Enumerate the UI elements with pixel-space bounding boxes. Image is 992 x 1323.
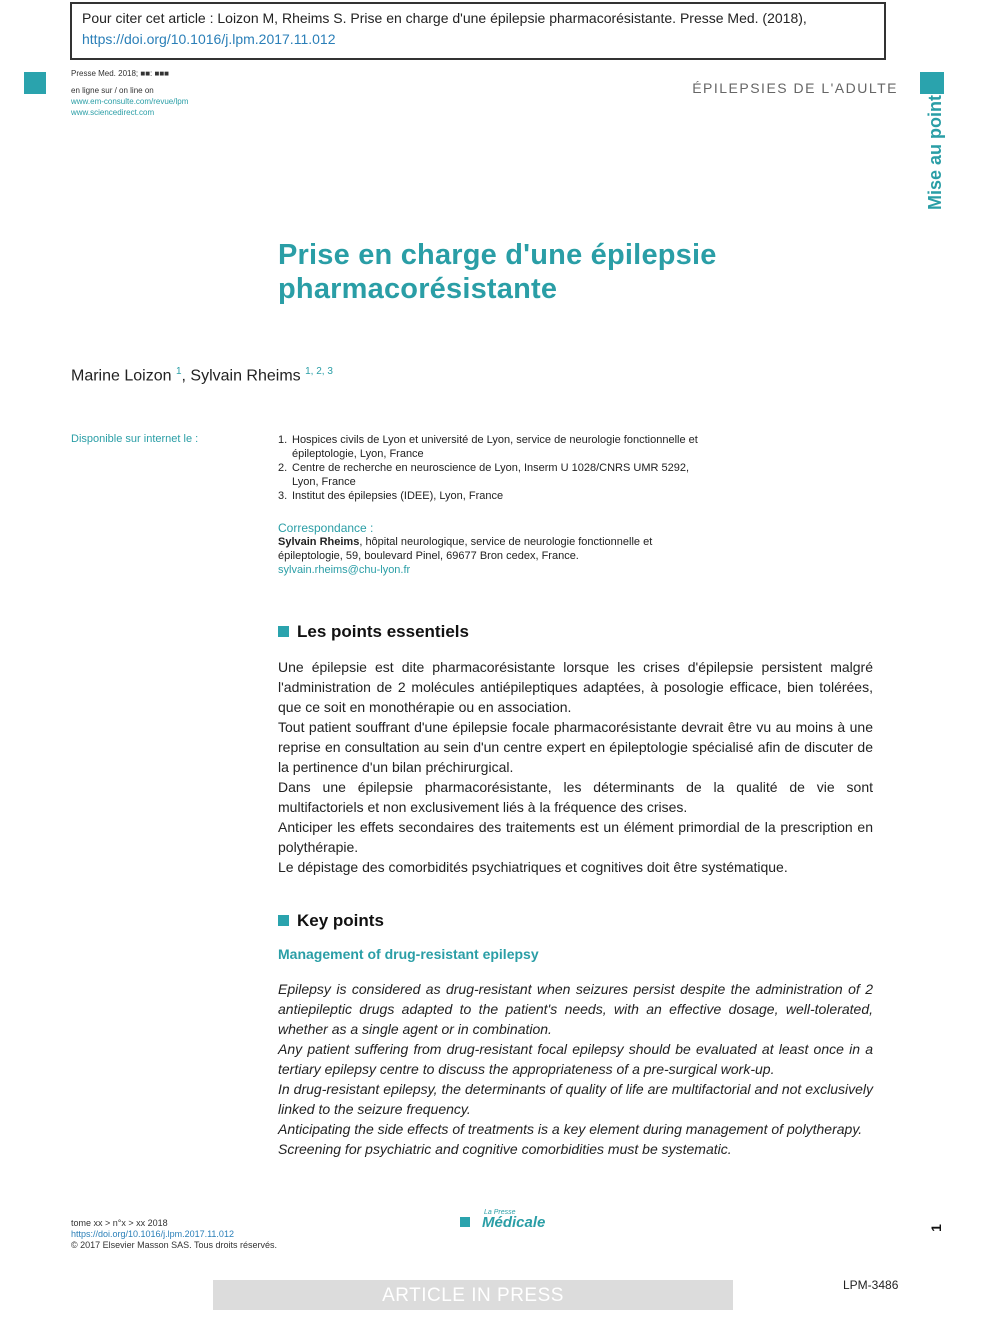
issue-line: tome xx > n°x > xx 2018 bbox=[71, 1218, 168, 1228]
paragraph: Anticipating the side effects of treatments is a key element during management of polytherapy. bbox=[278, 1121, 863, 1137]
paragraph: In drug-resistant epilepsy, the determinants of quality of life are multifactorial and not exclusively linked to the seizure frequency. bbox=[278, 1081, 873, 1117]
key-points-heading: Key points bbox=[278, 911, 384, 931]
copyright: © 2017 Elsevier Masson SAS. Tous droits réservés. bbox=[71, 1240, 278, 1250]
corner-marker-left bbox=[24, 72, 46, 94]
affiliation-item: 3. Institut des épilepsies (IDEE), Lyon, France bbox=[278, 490, 504, 502]
paragraph: Le dépistage des comorbidités psychiatriques et cognitives doit être systématique. bbox=[278, 859, 788, 875]
author-name: Sylvain Rheims bbox=[190, 367, 301, 385]
footer-doi-link[interactable]: https://doi.org/10.1016/j.lpm.2017.11.012 bbox=[71, 1229, 234, 1239]
author-affiliation-ref: 1 bbox=[175, 366, 182, 377]
author-name: Marine Loizon bbox=[71, 367, 172, 385]
article-id: LPM-3486 bbox=[843, 1278, 899, 1292]
correspondence-header: Correspondance : bbox=[278, 521, 374, 535]
key-points-subheading: Management of drug-resistant epilepsy bbox=[278, 946, 539, 962]
essentiels-body bbox=[278, 657, 873, 877]
paragraph: Anticiper les effets secondaires des traitements est un élément primordial de la prescription en polythérapie. bbox=[278, 819, 873, 855]
correspondence-address: Sylvain Rheims, hôpital neurologique, service de neurologie fonctionnelle et épileptologie, 59, boulevard Pinel, 69677 Bron cedex, France. bbox=[278, 536, 653, 562]
citation-doi-link[interactable]: https://doi.org/10.1016/j.lpm.2017.11.012 bbox=[82, 31, 336, 47]
online-label: en ligne sur / on line on bbox=[71, 86, 154, 95]
section-tag: ÉPILEPSIES DE L'ADULTE bbox=[692, 80, 898, 96]
authors: Marine Loizon $^1$, Sylvain Rheims $^{1, 2, 3}$ bbox=[71, 366, 333, 385]
citation-box bbox=[70, 2, 886, 60]
paragraph: Dans une épilepsie pharmacorésistante, les déterminants de la qualité de vie sont multifactoriels et non exclusivement liés à la fréquence des crises. bbox=[278, 779, 873, 815]
author-affiliation-ref: 1, 2, 3 bbox=[305, 366, 333, 377]
key-points-body bbox=[278, 979, 873, 1159]
affiliation-item: 2. Centre de recherche en neuroscience de Lyon, Inserm U 1028/CNRS UMR 5292, Lyon, France bbox=[278, 462, 690, 488]
correspondence-email[interactable]: sylvain.rheims@chu-lyon.fr bbox=[278, 564, 411, 576]
correspondence bbox=[278, 521, 698, 577]
journal-logo: La Presse Médicale bbox=[460, 1209, 560, 1233]
footer-info bbox=[71, 1218, 277, 1251]
paragraph: Une épilepsie est dite pharmacorésistante lorsque les crises d'épilepsie persistent malgré l'administration de 2 molécules antiépileptiques adaptées, à posologie efficace, bien tolérées, que ce soit en monothérapie ou en association. bbox=[278, 659, 873, 715]
citation-text: Pour citer cet article : Loizon M, Rheims S. Prise en charge d'une épilepsie pharmacorésistante. Presse Med. (2018), bbox=[82, 10, 807, 26]
paragraph: Epilepsy is considered as drug-resistant when seizures persist despite the administration of 2 antiepileptic drugs adapted to the patient's needs, with an effective dosage, well-tolerated, whether as a single agent or in combination. bbox=[278, 981, 873, 1037]
paragraph: Screening for psychiatric and cognitive comorbidities must be systematic. bbox=[278, 1141, 732, 1157]
heading-square-icon bbox=[278, 915, 289, 926]
corner-marker-right bbox=[920, 72, 944, 94]
affiliation-item: 1. Hospices civils de Lyon et université de Lyon, service de neurologie fonctionnelle et épileptologie, Lyon, France bbox=[278, 434, 698, 460]
available-online-label: Disponible sur internet le : bbox=[71, 433, 199, 445]
sciencedirect-link[interactable]: www.sciencedirect.com bbox=[71, 108, 155, 117]
heading-square-icon bbox=[278, 626, 289, 637]
paragraph: Any patient suffering from drug-resistant focal epilepsy should be evaluated at least once in a tertiary epilepsy centre to discuss the appropriateness of a pre-surgical work-up. bbox=[278, 1041, 873, 1077]
page-number: 1 bbox=[928, 1224, 944, 1232]
affiliations-list bbox=[278, 433, 698, 503]
article-title: Prise en charge d'une épilepsie pharmacorésistante bbox=[278, 239, 717, 305]
journal-meta bbox=[71, 68, 188, 118]
paragraph: Tout patient souffrant d'une épilepsie focale pharmacorésistante devrait être vu au moins à une reprise en consultation au sein d'un centre expert en épileptologie spécialisé afin de discuter de la pertinence d'un bilan préchirurgical. bbox=[278, 719, 873, 775]
essentiels-heading: Les points essentiels bbox=[278, 622, 469, 642]
logo-square-icon bbox=[460, 1217, 470, 1227]
em-consulte-link[interactable]: www.em-consulte.com/revue/lpm bbox=[71, 97, 189, 106]
vertical-section-label: Mise au point bbox=[925, 94, 945, 210]
article-in-press-banner: ARTICLE IN PRESS bbox=[213, 1280, 733, 1310]
journal-line: Presse Med. 2018; ■■: ■■■ bbox=[71, 69, 169, 78]
